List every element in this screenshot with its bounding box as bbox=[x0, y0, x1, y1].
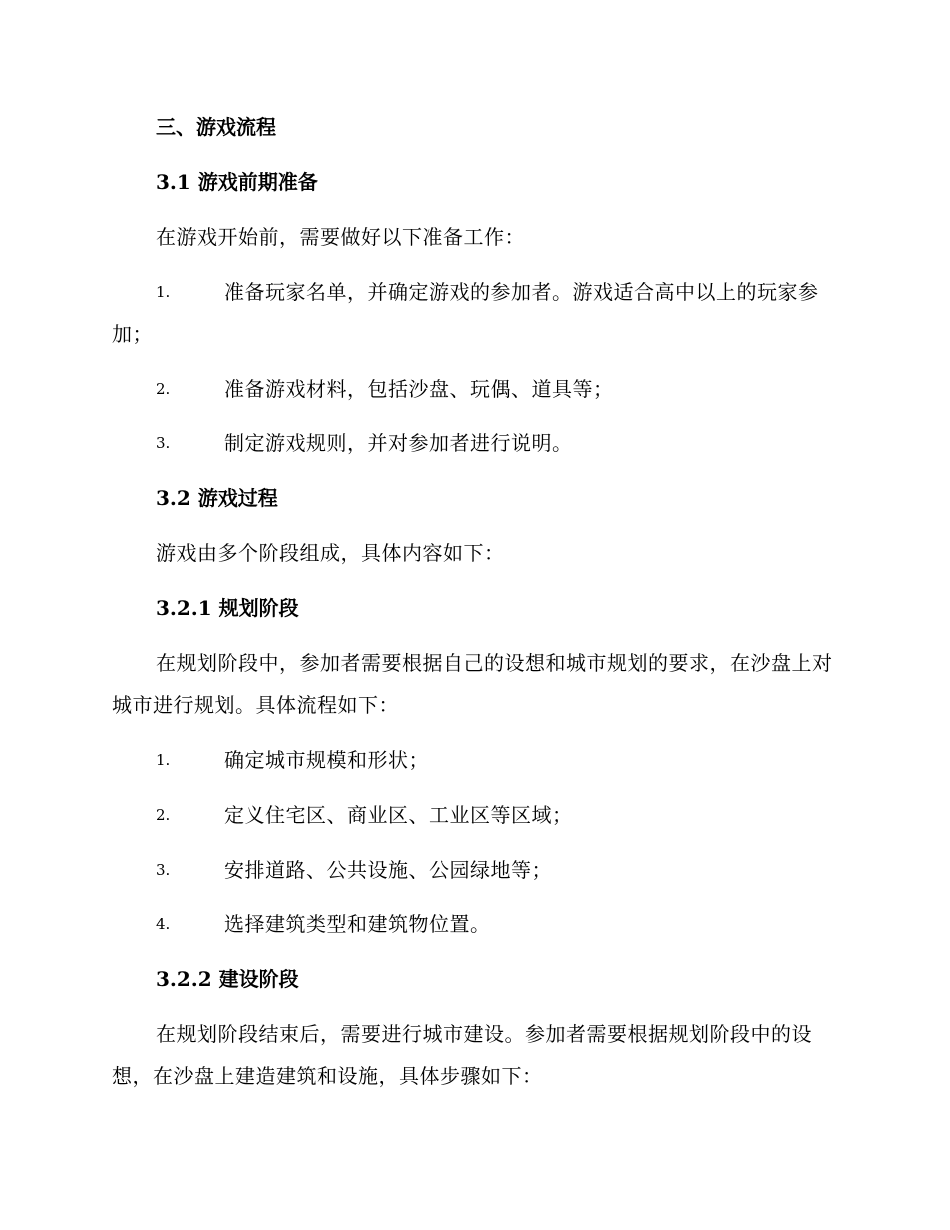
heading-3-2-1: 3.2.1 规划阶段 bbox=[156, 596, 299, 620]
heading-3-1: 3.1 游戏前期准备 bbox=[156, 170, 318, 194]
section-title: 三、游戏流程 bbox=[156, 115, 276, 139]
list-number: 2. bbox=[156, 380, 171, 398]
list-text: 选择建筑类型和建筑物位置。 bbox=[224, 912, 491, 936]
list-number: 3. bbox=[156, 434, 171, 452]
list-number: 3. bbox=[156, 861, 171, 879]
list-item bbox=[112, 856, 837, 884]
paragraph-3-2-1-intro: 在规划阶段中，参加者需要根据自己的设想和城市规划的要求，在沙盘上对城市进行规划。具体流程如下： bbox=[112, 651, 833, 717]
heading-3-2: 3.2 游戏过程 bbox=[156, 486, 278, 510]
paragraph-3-2-2-intro: 在规划阶段结束后，需要进行城市建设。参加者需要根据规划阶段中的设想，在沙盘上建造建筑和设施，具体步骤如下： bbox=[112, 1022, 812, 1088]
paragraph-3-2-intro: 游戏由多个阶段组成，具体内容如下： bbox=[156, 541, 505, 565]
list-number: 1. bbox=[156, 283, 171, 301]
list-text: 准备玩家名单，并确定游戏的参加者。游戏适合高中以上的玩家参加； bbox=[112, 280, 819, 346]
list-number: 4. bbox=[156, 915, 171, 933]
list-text: 定义住宅区、商业区、工业区等区域； bbox=[224, 803, 573, 827]
list-item bbox=[112, 429, 837, 457]
list-item bbox=[112, 271, 837, 355]
list-number: 2. bbox=[156, 806, 171, 824]
list-item bbox=[112, 801, 837, 829]
list-item bbox=[112, 375, 837, 403]
list-item bbox=[112, 910, 837, 938]
list-text: 制定游戏规则，并对参加者进行说明。 bbox=[224, 431, 573, 455]
list-number: 1. bbox=[156, 751, 171, 769]
heading-3-2-2: 3.2.2 建设阶段 bbox=[156, 967, 299, 991]
list-text: 安排道路、公共设施、公园绿地等； bbox=[224, 858, 552, 882]
list-item bbox=[112, 746, 837, 774]
paragraph-3-1-intro: 在游戏开始前，需要做好以下准备工作： bbox=[156, 225, 525, 249]
list-text: 确定城市规模和形状； bbox=[224, 748, 429, 772]
list-text: 准备游戏材料，包括沙盘、玩偶、道具等； bbox=[224, 377, 614, 401]
